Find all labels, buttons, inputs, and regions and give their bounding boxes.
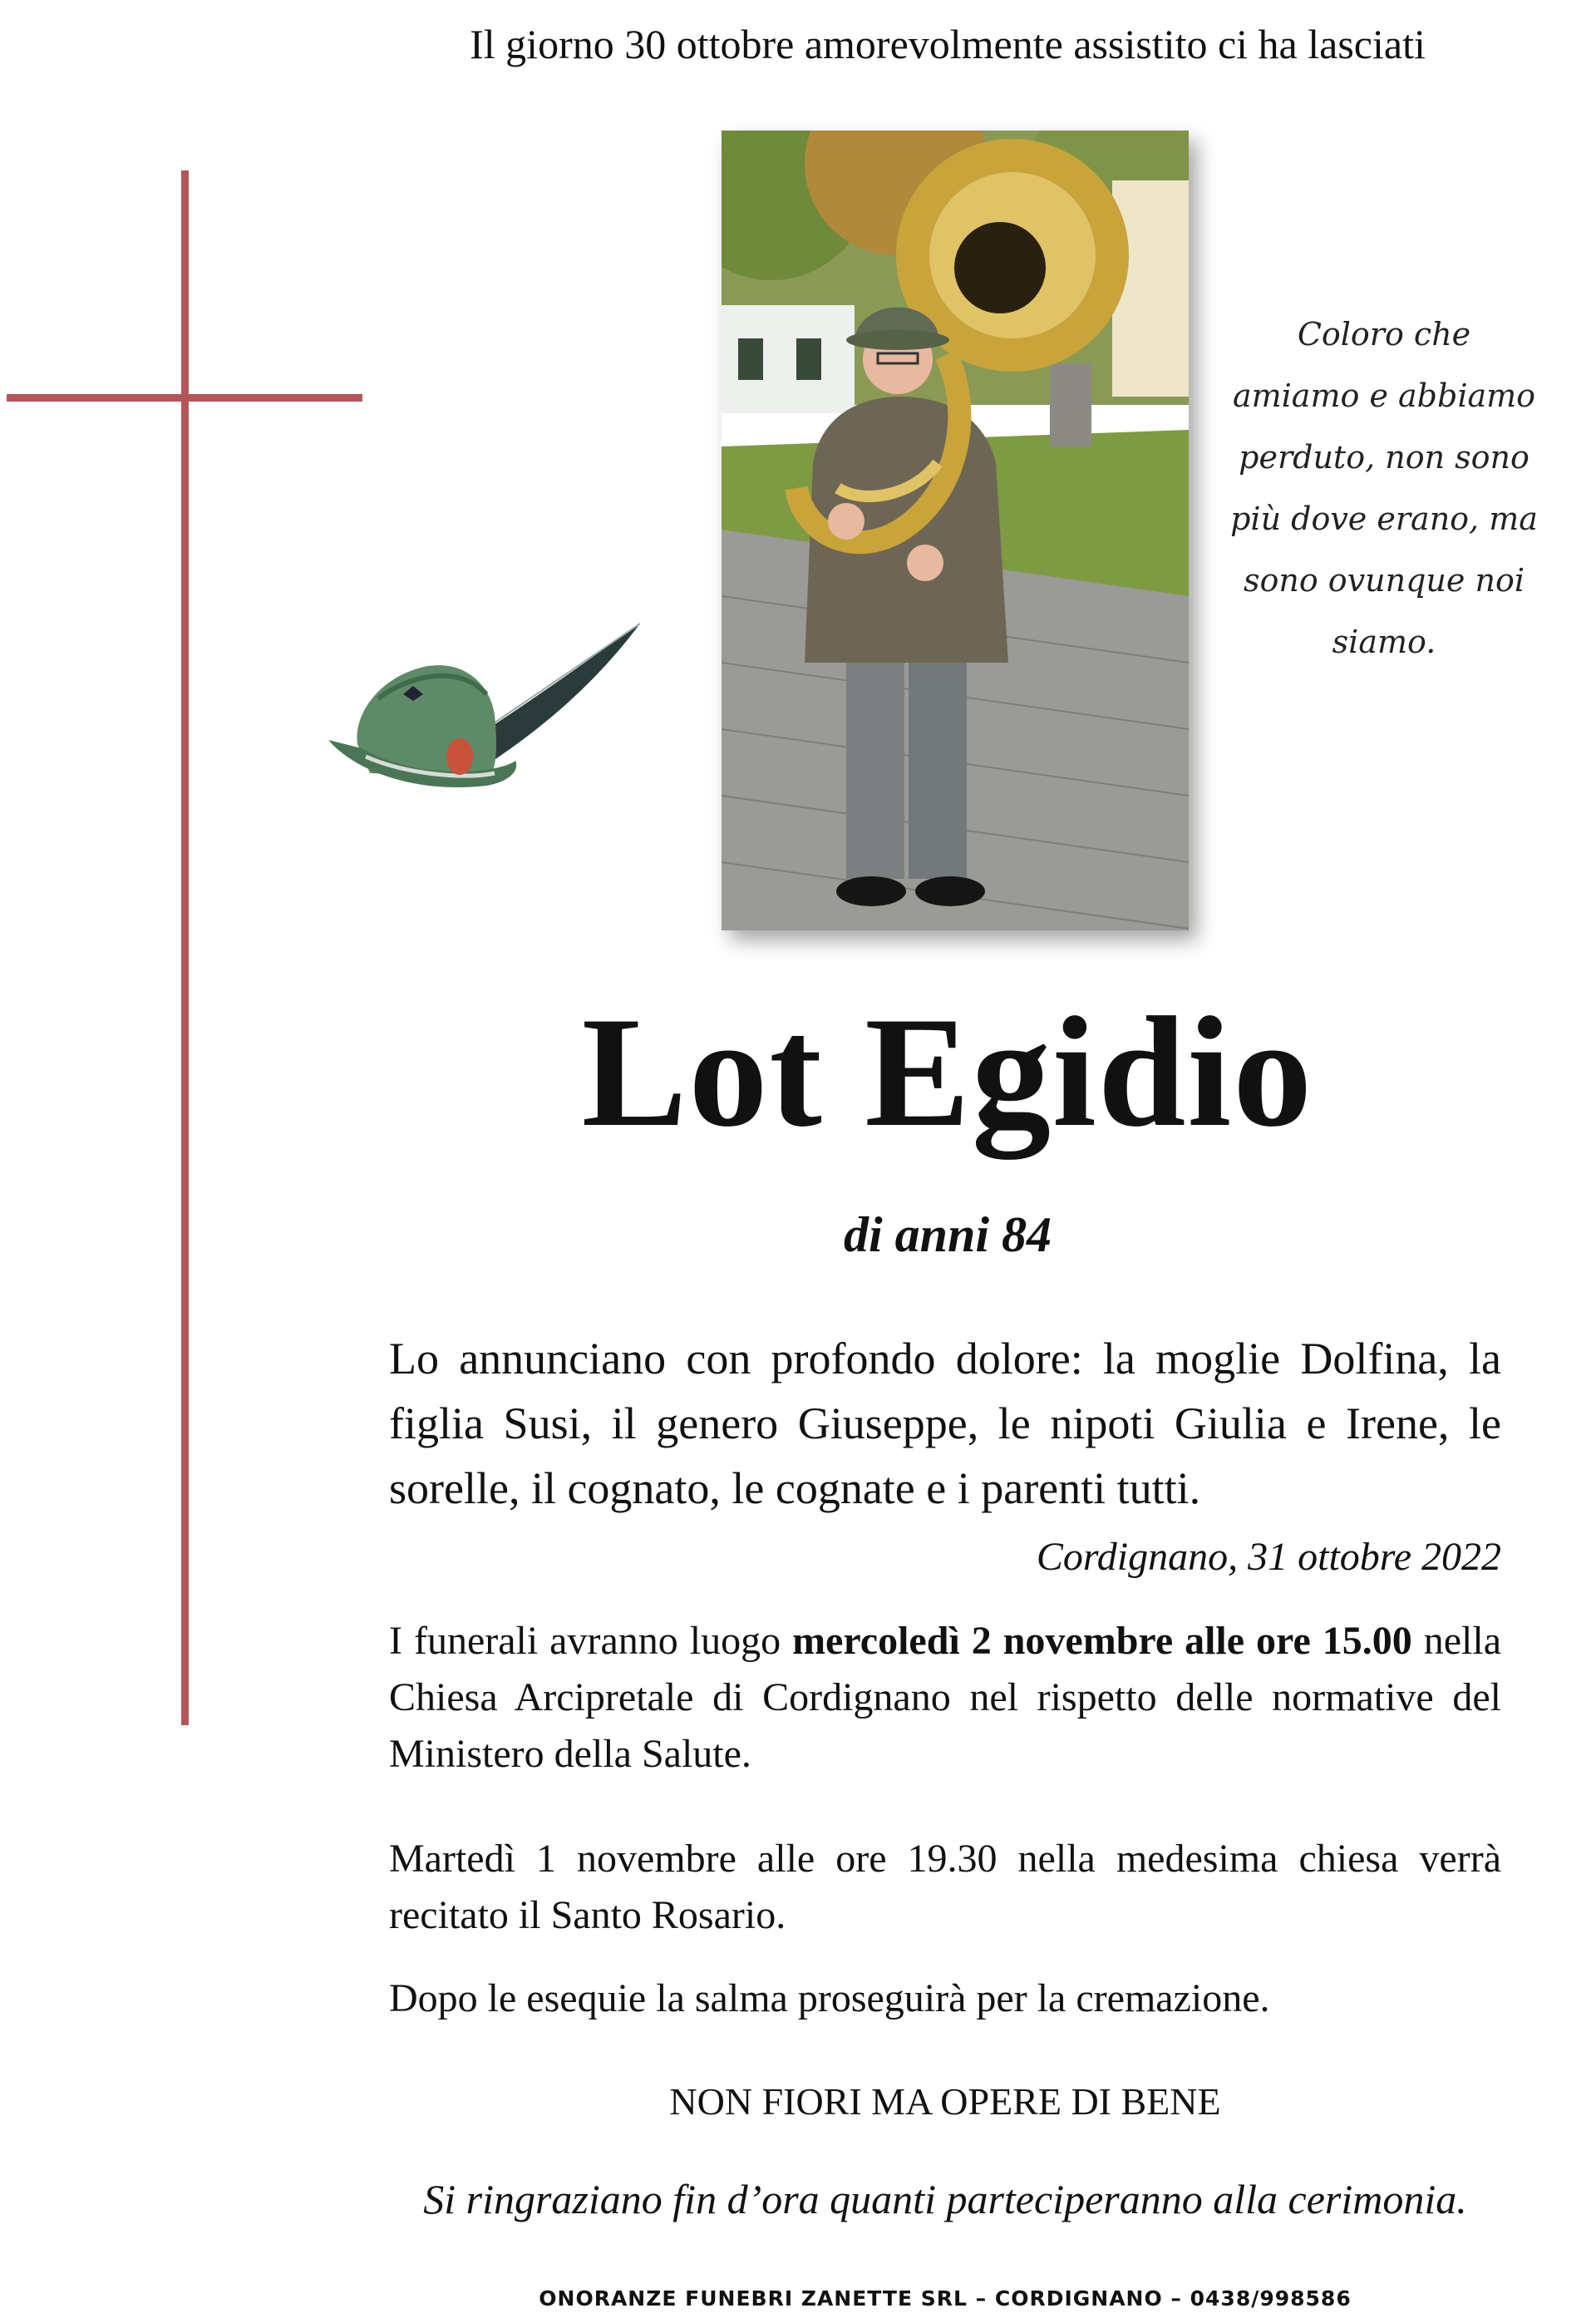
deceased-age: di anni 84 bbox=[843, 1207, 1052, 1262]
memorial-quote bbox=[1226, 303, 1542, 673]
quote-line: siamo. bbox=[1332, 624, 1436, 660]
thanks-note: Si ringraziano fin d’ora quanti parteciperanno alla cerimonia. bbox=[423, 2176, 1467, 2222]
funeral-when: mercoledì 2 novembre alle ore 15.00 bbox=[792, 1619, 1412, 1663]
quote-line: sono ovunque noi bbox=[1244, 562, 1525, 599]
alpine-hat-icon bbox=[320, 615, 653, 848]
quote-line: amiamo e abbiamo bbox=[1232, 377, 1536, 414]
funeral-details bbox=[389, 1613, 1501, 1783]
cremation-note: Dopo le esequie la salma proseguirà per la cremazione. bbox=[389, 1976, 1270, 2020]
intro-text: Il giorno 30 ottobre amorevolmente assistito ci ha lasciati bbox=[470, 21, 1426, 67]
funeral-intro: I funerali avranno luogo bbox=[389, 1619, 781, 1663]
quote-line: più dove erano, ma bbox=[1230, 501, 1538, 537]
announcement-text: Lo annunciano con profondo dolore: la moglie Dolfina, la figlia Susi, il genero Giuseppe, le nipoti Giulia e Irene, le sorelle, il cognato, le cognate e i parenti tutti. bbox=[389, 1334, 1501, 1513]
cross-vertical-bar bbox=[181, 170, 189, 1725]
funeral-rest: nella Chiesa Arcipretale di Cordignano nel rispetto delle normative del Ministero della Salute. bbox=[389, 1619, 1502, 1776]
cross-horizontal-bar bbox=[7, 394, 362, 402]
quote-line: perduto, non sono bbox=[1239, 439, 1530, 476]
quote-line: Coloro che bbox=[1297, 316, 1471, 353]
place-date: Cordignano, 31 ottobre 2022 bbox=[1036, 1535, 1501, 1579]
rosary-details: Martedì 1 novembre alle ore 19.30 nella medesima chiesa verrà recitato il Santo Rosario. bbox=[389, 1837, 1501, 1937]
no-flowers-note: NON FIORI MA OPERE DI BENE bbox=[669, 2080, 1221, 2123]
funeral-home-footer: ONORANZE FUNEBRI ZANETTE SRL – CORDIGNANO – 0438/998586 bbox=[539, 2286, 1352, 2311]
portrait-photo bbox=[722, 131, 1189, 930]
deceased-name: Lot Egidio bbox=[581, 985, 1314, 1160]
